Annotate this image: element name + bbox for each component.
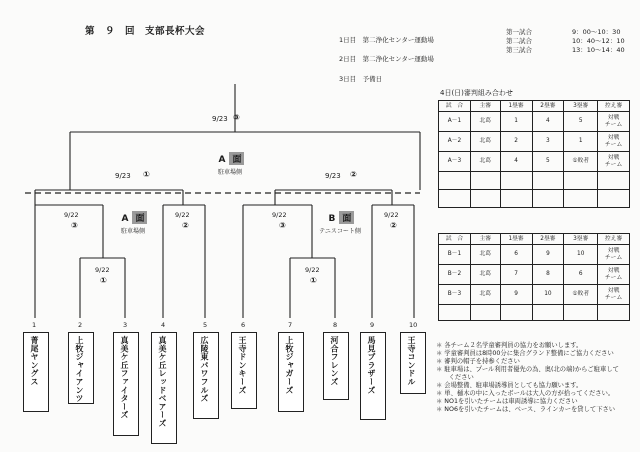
note-4: ＊ 駐車場は、プール利用者優先の為、奥(北の端)からご駐車して <box>436 366 619 374</box>
court-a-mid-face: 面 <box>132 211 147 224</box>
ref-cell: 対戦 チーム <box>598 152 630 172</box>
r1-right-date: 9/22 <box>305 266 320 274</box>
q3-date: 9/22 <box>272 211 287 219</box>
court-a-top <box>205 152 255 176</box>
court-b <box>310 211 370 235</box>
final-number: ③ <box>233 113 240 122</box>
schedule-time-2: 10：40～12：10 <box>572 37 625 45</box>
ref-cell: 北葛 <box>470 152 500 172</box>
ref-cell: 北葛 <box>470 285 500 305</box>
court-a-mid-label: A <box>121 214 129 224</box>
ref-b-header-reserve: 控え審 <box>598 234 630 245</box>
referee-title: 4日(日)審判組み合わせ <box>440 89 513 97</box>
ref-cell: 2 <box>500 132 532 152</box>
table-row <box>439 245 630 265</box>
ref-a-header-chief: 主審 <box>470 101 500 112</box>
ref-b-header-match: 試 合 <box>439 234 471 245</box>
ref-cell: 対戦 チーム <box>598 112 630 132</box>
note-7: ＊ 単、樋木の中に入ったボールは大人の方が拾ってください。 <box>436 390 615 398</box>
ref-a-header-first: 1塁審 <box>500 101 532 112</box>
team-name-4: 真美ケ丘レッドベアーズ <box>158 336 167 428</box>
schedule-label-1: 第一試合 <box>506 28 532 36</box>
team-number-7: 7 <box>288 321 293 329</box>
team-number-4: 4 <box>161 321 166 329</box>
ref-cell: 北葛 <box>470 132 500 152</box>
note-8: ＊ NO1を引いたチームは車両誘導に協力ください <box>436 398 578 406</box>
q1-number: ③ <box>71 221 78 230</box>
team-name-5: 広陵東パワフルズ <box>200 336 209 403</box>
r1-left-date: 9/22 <box>95 266 110 274</box>
semi-right-number: ② <box>350 170 357 179</box>
page-title: 第 ９ 回 支部長杯大会 <box>85 26 206 37</box>
ref-cell: 4 <box>500 152 532 172</box>
ref-cell: B－1 <box>439 245 471 265</box>
ref-cell: 北葛 <box>470 265 500 285</box>
table-row <box>439 132 630 152</box>
team-name-3: 真美ケ丘ファイターズ <box>120 336 129 419</box>
team-number-10: 10 <box>409 321 418 329</box>
ref-cell: 8 <box>532 265 564 285</box>
ref-cell: 北葛 <box>470 245 500 265</box>
ref-cell: ①敗者 <box>564 152 598 172</box>
table-row <box>439 265 630 285</box>
r1-right-number: ① <box>310 276 317 285</box>
team-number-9: 9 <box>370 321 375 329</box>
q2-date: 9/22 <box>175 211 190 219</box>
ref-a-header-third: 3塁審 <box>564 101 598 112</box>
ref-cell: A－1 <box>439 112 471 132</box>
semi-left-number: ① <box>143 170 150 179</box>
table-row <box>439 112 630 132</box>
ref-cell: 10 <box>564 245 598 265</box>
note-5: ください <box>436 374 474 382</box>
ref-a-header-second: 2塁審 <box>532 101 564 112</box>
table-row <box>439 172 630 190</box>
team-name-7: 上牧ジャガーズ <box>285 336 294 395</box>
court-b-face: 面 <box>339 211 354 224</box>
team-number-6: 6 <box>241 321 246 329</box>
notes-list <box>436 342 619 414</box>
ref-cell: 1 <box>564 132 598 152</box>
note-3: ＊ 審判の帽子を持参ください <box>436 358 520 366</box>
court-a-mid-sub: 駐車場側 <box>120 228 145 235</box>
court-b-label: B <box>328 214 336 224</box>
ref-cell: 対戦 チーム <box>598 265 630 285</box>
table-row <box>439 305 630 321</box>
final-date: 9/23 <box>212 115 228 123</box>
note-9: ＊ NO6を引いたチームは、ベース、ラインカーを貸して下さい <box>436 406 616 414</box>
ref-cell: 3 <box>532 132 564 152</box>
day-2: 2日目 第二浄化センター運動場 <box>339 55 434 63</box>
ref-cell: A－2 <box>439 132 471 152</box>
referee-table-a <box>438 100 630 208</box>
note-2: ＊ 学童審判員は8時00分に集合グランド整備にご協力ください <box>436 350 614 358</box>
note-6: ＊ 会場整備、駐車場誘導員としても協力願います。 <box>436 382 583 390</box>
day-1: 1日目 第二浄化センター運動場 <box>339 36 434 44</box>
q2-number: ② <box>182 221 189 230</box>
team-name-2: 上牧ジャイアンツ <box>75 336 84 403</box>
semi-left-date: 9/23 <box>115 172 131 180</box>
team-number-8: 8 <box>333 321 338 329</box>
ref-a-header-match: 試 合 <box>439 101 471 112</box>
team-name-10: 王寺コンドル <box>407 336 416 386</box>
court-a-top-label: A <box>218 155 226 165</box>
team-name-6: 王寺ドンキーズ <box>238 336 247 395</box>
ref-b-header-third: 3塁審 <box>564 234 598 245</box>
note-1: ＊ 各チーム２名学童審判員の協力をお願いします。 <box>436 342 583 349</box>
ref-cell: 10 <box>532 285 564 305</box>
ref-cell: 7 <box>500 265 532 285</box>
ref-cell: 1 <box>500 112 532 132</box>
ref-b-header-chief: 主審 <box>470 234 500 245</box>
court-a-top-face: 面 <box>229 152 244 165</box>
schedule-label-3: 第三試合 <box>506 46 532 54</box>
team-number-1: 1 <box>32 321 37 329</box>
ref-b-header-first: 1塁審 <box>500 234 532 245</box>
ref-cell: 4 <box>532 112 564 132</box>
ref-a-header-reserve: 控え審 <box>598 101 630 112</box>
ref-cell: A－3 <box>439 152 471 172</box>
court-a-top-sub: 駐車場側 <box>217 169 242 176</box>
team-name-1: 菁尾ヤングス <box>30 336 39 386</box>
team-number-5: 5 <box>203 321 208 329</box>
table-row <box>439 152 630 172</box>
referee-table-b <box>438 233 630 321</box>
ref-b-header-second: 2塁審 <box>532 234 564 245</box>
schedule-time-1: 9：00～10：30 <box>572 28 621 36</box>
schedule-label-2: 第二試合 <box>506 37 532 45</box>
r1-left-number: ① <box>100 276 107 285</box>
ref-cell: 北葛 <box>470 112 500 132</box>
q1-date: 9/22 <box>64 211 79 219</box>
q4-date: 9/22 <box>384 211 399 219</box>
ref-cell: 9 <box>532 245 564 265</box>
ref-cell: 対戦 チーム <box>598 285 630 305</box>
court-a-mid <box>108 211 158 235</box>
ref-cell: 5 <box>564 112 598 132</box>
ref-cell: 6 <box>564 265 598 285</box>
ref-cell: 対戦 チーム <box>598 132 630 152</box>
q4-number: ② <box>390 221 397 230</box>
day-3: 3日目 予備日 <box>339 75 383 83</box>
semi-right-date: 9/23 <box>325 172 341 180</box>
ref-cell: 対戦 チーム <box>598 245 630 265</box>
team-name-9: 馬見ブラザーズ <box>367 336 376 395</box>
team-number-2: 2 <box>78 321 83 329</box>
table-row <box>439 190 630 208</box>
ref-cell: 5 <box>532 152 564 172</box>
q3-number: ③ <box>279 221 286 230</box>
court-b-sub: テニスコート側 <box>319 228 361 235</box>
team-name-8: 河合フレンズ <box>330 336 339 386</box>
ref-cell: ①敗者 <box>564 285 598 305</box>
table-row <box>439 285 630 305</box>
ref-cell: 9 <box>500 285 532 305</box>
ref-cell: B－2 <box>439 265 471 285</box>
ref-cell: 6 <box>500 245 532 265</box>
schedule-time-3: 13：10～14：40 <box>572 46 625 54</box>
ref-cell: B－3 <box>439 285 471 305</box>
team-number-3: 3 <box>123 321 128 329</box>
